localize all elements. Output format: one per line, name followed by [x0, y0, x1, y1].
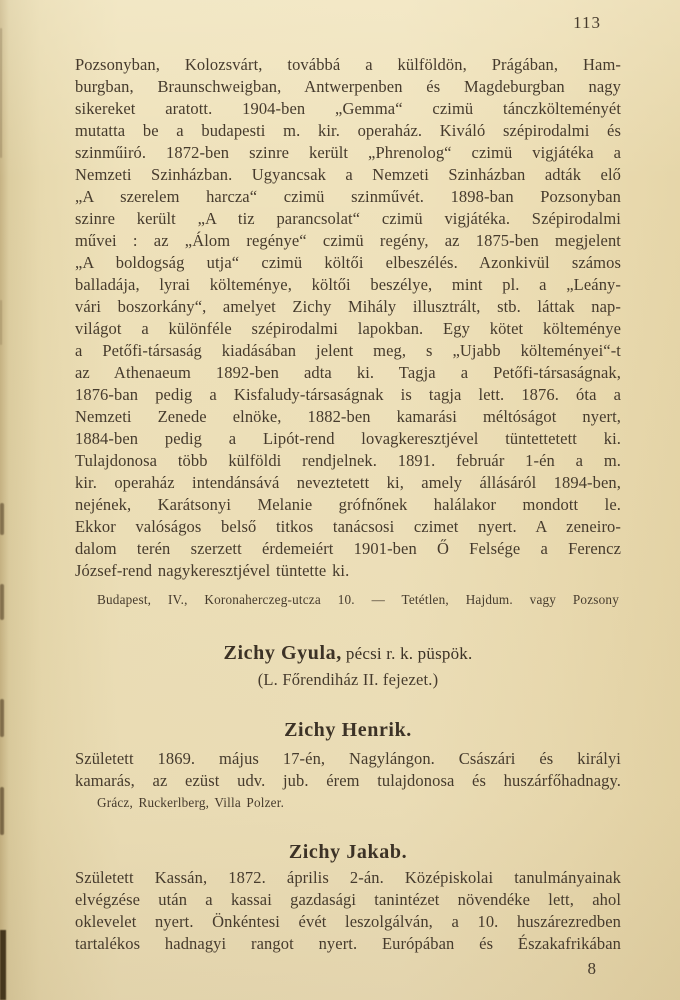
text-line: a Petőfi-társaság kiadásában jelent meg, s „Ujabb költeményei“-t [75, 341, 621, 360]
binding-shadow [0, 28, 2, 158]
binding-edge [0, 930, 6, 1000]
page-number-top: 113 [573, 13, 601, 32]
text-line: 1876-ban pedig a Kisfaludy-társaságnak is tagja lett. 1876. óta a [75, 385, 621, 404]
text-line: szinműiró. 1872-ben szinre került „Phrenolog“ czimü vigjátéka a [75, 143, 621, 162]
text-line: mutatta be a budapesti m. kir. operaház. Kiváló szépirodalmi és [75, 121, 621, 140]
address-line-gracz: Grácz, Ruckerlberg, Villa Polzer. [97, 795, 285, 810]
text-line: Pozsonyban, Kolozsvárt, továbbá a külföldön, Prágában, Ham- [75, 55, 621, 74]
text-line: művei : az „Álom regénye“ czimü regény, az 1875-ben megjelent [75, 231, 621, 250]
binding-shadow [0, 503, 4, 535]
binding-shadow [0, 787, 4, 835]
text-line: dalom terén szerzett érdemeiért 1901-ben Ő Felsége a Ferencz [75, 539, 621, 558]
text-line: vári boszorkány“, amelyet Zichy Mihály illusztrált, stb. láttak nap- [75, 297, 621, 316]
text-line: Született 1869. május 17-én, Nagylángon. Császári és királyi [75, 749, 621, 768]
entry-heading-zichy-gyula [75, 640, 621, 667]
text-line: burgban, Braunschweigban, Antwerpenben és Magdeburgban nagy [75, 77, 621, 96]
text-line: kir. operaház intendánsává neveztetett ki, amely állásáról 1894-ben, [75, 473, 621, 492]
text-line: sikereket aratott. 1904-ben „Gemma“ czimü tánczkölteményét [75, 99, 621, 118]
text-line: „A boldogság utja“ czimü költői elbeszélés. Azonkivül számos [75, 253, 621, 272]
address-line-budapest: Budapest, IV., Koronaherczeg-utcza 10. — Tetétlen, Hajdum. vagy Pozsony [97, 592, 619, 607]
text-line: elvégzése után a kassai gazdasági tanintézet növendéke lett, ahol [75, 890, 621, 909]
text-line: Született Kassán, 1872. április 2-án. Középiskolai tanulmányainak [75, 868, 621, 887]
text-line: „A szerelem harcza“ czimü szinművét. 1898-ban Pozsonyban [75, 187, 621, 206]
text-line: világot a különféle szépirodalmi lapokban. Egy kötet költeménye [75, 319, 621, 338]
entry-title: pécsi r. k. püspök. [345, 644, 473, 663]
text-line: tartalékos hadnagyi rangot nyert. Európában és Északafrikában [75, 934, 621, 953]
text-line: 1884-ben pedig a Lipót-rend lovagkeresztjével tüntettetett ki. [75, 429, 621, 448]
page-content [75, 0, 621, 980]
text-line: kamarás, az ezüst udv. jub. érem tulajdonosa és huszárfőhadnagy. [75, 771, 621, 790]
entry-heading-zichy-jakab: Zichy Jakab. [288, 841, 408, 863]
text-line: oklevelet nyert. Önkéntesi évét leszolgálván, a 10. huszárezredben [75, 912, 621, 931]
paragraph-zichy-henrik [75, 748, 621, 792]
text-line: szinre került „A tiz parancsolat“ czimü vigjátéka. Szépirodalmi [75, 209, 621, 228]
text-line: Nemzeti Szinházban. Ugyancsak a Nemzeti Szinházban adták elő [75, 165, 621, 184]
text-line: Tulajdonosa több külföldi rendjelnek. 1891. február 1-én a m. [75, 451, 621, 470]
paragraph-continuation [75, 54, 621, 582]
binding-shadow [0, 300, 2, 345]
text-line: balladája, lyrai költeménye, költői beszélye, mint pl. a „Leány- [75, 275, 621, 294]
text-line: Ekkor valóságos belső titkos tanácsosi czimet nyert. A zeneiro- [75, 517, 621, 536]
text-line: nejének, Karátsonyi Melanie grófnőnek halálakor mondott le. [75, 495, 621, 514]
entry-note-zichy-gyula: (L. Főrendiház II. fejezet.) [257, 670, 439, 689]
entry-heading-zichy-henrik: Zichy Henrik. [284, 719, 412, 741]
paragraph-zichy-jakab [75, 867, 621, 955]
text-line: József-rend nagykeresztjével tüntette ki. [75, 561, 350, 580]
entry-name: Zichy Gyula, [223, 642, 342, 664]
binding-shadow [0, 699, 4, 737]
page-number-bottom: 8 [587, 959, 597, 978]
binding-shadow [0, 584, 4, 620]
text-line: az Athenaeum 1892-ben adta ki. Tagja a Petőfi-társaságnak, [75, 363, 621, 382]
text-line: Nemzeti Zenede elnöke, 1882-ben kamarási méltóságot nyert, [75, 407, 621, 426]
